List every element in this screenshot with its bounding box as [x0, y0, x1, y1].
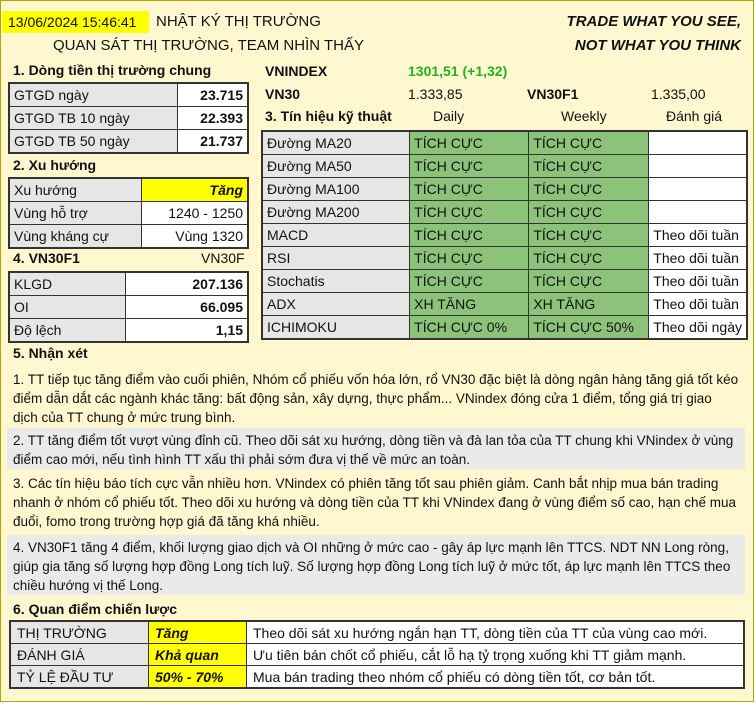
row-value: 1240 - 1250 [141, 202, 248, 225]
signal-row [262, 270, 747, 293]
signals-table [261, 130, 748, 340]
trend-value: Tăng [141, 178, 248, 202]
signal-row [262, 155, 747, 178]
row-label: GTGD TB 50 ngày [9, 130, 178, 154]
signal-name: MACD [262, 224, 410, 247]
slogan-line-1: TRADE WHAT YOU SEE, [566, 13, 741, 30]
signal-eval: Theo dõi tuần [649, 224, 747, 247]
signal-row [262, 201, 747, 224]
row-label: Vùng kháng cự [9, 225, 141, 249]
signal-daily: TÍCH CỰC 0% [410, 316, 529, 340]
slogan-line-2: NOT WHAT YOU THINK [574, 37, 741, 54]
section-4-title: 4. VN30F1 [13, 250, 80, 266]
signal-daily: XH TĂNG [410, 293, 529, 316]
report-title: NHẬT KÝ THỊ TRƯỜNG [156, 13, 321, 30]
signal-eval: Theo dõi tuần [649, 293, 747, 316]
comment-3: 3. Các tín hiệu báo tích cực vẫn nhiều hơn. VNindex có phiên tăng tốt sau phiên giảm. Canh bắt nhịp mua bán trading nhanh ở nhóm cổ phiếu tốt. Theo dõi xu hướng và dòng tiền của TT khi VNindex đang ở vùng điểm số cao, hạn chế mua đuổi, fomo trong trường hợp giá đã tăng khá nhiều. [13, 476, 737, 529]
signal-eval [649, 201, 747, 224]
signal-eval: Theo dõi ngày [649, 316, 747, 340]
table-row [9, 107, 248, 130]
signal-eval [649, 131, 747, 155]
signal-row [262, 316, 747, 340]
row-value: 22.393 [178, 107, 248, 130]
comment-4: 4. VN30F1 tăng 4 điểm, khối lượng giao dịch và OI những ở mức cao - gây áp lực mạnh lên TTCS. NDT NN Long ròng, giúp gia tăng số lượng hợp đồng Long tích luỹ. Số lượng hợp đồng Long tích luỹ ở mức tốt, áp lực mạnh lên TTCS theo chiều hướng vị thế Long. [7, 535, 745, 595]
signal-eval [649, 178, 747, 201]
futures-code: VN30F [201, 250, 245, 266]
vnindex-value: 1301,51 (+1,32) [408, 63, 508, 79]
col-eval: Đánh giá [666, 108, 723, 124]
vnindex-label: VNINDEX [265, 63, 328, 79]
table-row [9, 130, 248, 154]
signal-name: Đường MA200 [262, 201, 410, 224]
signal-daily: TÍCH CỰC [410, 178, 529, 201]
signal-weekly: TÍCH CỰC [529, 224, 649, 247]
row-label: Vùng hỗ trợ [9, 202, 141, 225]
row-value: Vùng 1320 [141, 225, 248, 249]
vn30-value: 1.333,85 [408, 86, 463, 102]
signal-daily: TÍCH CỰC [410, 155, 529, 178]
signal-name: Đường MA100 [262, 178, 410, 201]
signal-eval: Theo dõi tuần [649, 270, 747, 293]
strategy-key: TỶ LỆ ĐẦU TƯ [10, 666, 149, 689]
signal-name: RSI [262, 247, 410, 270]
row-label: Xu hướng [9, 178, 141, 202]
row-label: KLGD [9, 272, 125, 296]
signal-eval [649, 155, 747, 178]
signal-daily: TÍCH CỰC [410, 270, 529, 293]
table-row [9, 225, 248, 249]
vn30f1-value: 1.335,00 [651, 86, 706, 102]
row-value: 21.737 [178, 130, 248, 154]
signal-weekly: TÍCH CỰC [529, 155, 649, 178]
signal-eval: Theo dõi tuần [649, 247, 747, 270]
row-value: 23.715 [178, 83, 248, 107]
strategy-table [9, 620, 745, 689]
signal-row [262, 293, 747, 316]
signal-row [262, 224, 747, 247]
strategy-key: THỊ TRƯỜNG [10, 621, 149, 644]
strategy-desc: Mua bán trading theo nhóm cổ phiếu có dòng tiền tốt, cơ bản tốt. [247, 666, 745, 689]
signal-name: Đường MA50 [262, 155, 410, 178]
col-daily: Daily [433, 108, 465, 124]
table-row [9, 83, 248, 107]
col-weekly: Weekly [561, 108, 607, 124]
section-6-title: 6. Quan điểm chiến lược [13, 601, 178, 617]
signal-daily: TÍCH CỰC [410, 201, 529, 224]
table-row [9, 319, 248, 343]
signal-row [262, 247, 747, 270]
section-1-title: 1. Dòng tiền thị trường chung [13, 62, 212, 78]
signal-name: Đường MA20 [262, 131, 410, 155]
signal-row [262, 178, 747, 201]
section-5-title: 5. Nhận xét [13, 345, 88, 361]
signal-daily: TÍCH CỰC [410, 247, 529, 270]
strategy-desc: Ưu tiên bán chốt cổ phiếu, cắt lỗ hạ tỷ trọng xuống khi TT giảm mạnh. [247, 644, 745, 666]
signal-row [262, 131, 747, 155]
row-label: Độ lệch [9, 319, 125, 343]
comment-2: 2. TT tăng điểm tốt vượt vùng đỉnh cũ. Theo dõi sát xu hướng, dòng tiền và đà lan tỏa của TT chung khi VNindex ở vùng điểm cao mới, nếu tình hình TT xấu thì phải sớm đưa vị thế về mức an toàn. [7, 428, 745, 469]
signal-weekly: TÍCH CỰC [529, 270, 649, 293]
vn30-label: VN30 [265, 86, 301, 102]
report-subtitle: QUAN SÁT THỊ TRƯỜNG, TEAM NHÌN THẤY [53, 37, 364, 54]
strategy-value: 50% - 70% [149, 666, 247, 689]
row-label: OI [9, 296, 125, 319]
section-2-title: 2. Xu hướng [13, 157, 97, 173]
signal-daily: TÍCH CỰC [410, 224, 529, 247]
signal-weekly: TÍCH CỰC [529, 201, 649, 224]
table-row [10, 644, 744, 666]
cashflow-table [8, 82, 249, 154]
table-row [10, 666, 744, 689]
table-row [9, 272, 248, 296]
strategy-key: ĐÁNH GIÁ [10, 644, 149, 666]
table-row [9, 202, 248, 225]
signal-weekly: TÍCH CỰC [529, 178, 649, 201]
strategy-value: Tăng [149, 621, 247, 644]
row-value: 1,15 [125, 319, 248, 343]
signal-name: ADX [262, 293, 410, 316]
table-row [9, 296, 248, 319]
trend-table [8, 177, 249, 249]
row-label: GTGD TB 10 ngày [9, 107, 178, 130]
signal-name: ICHIMOKU [262, 316, 410, 340]
strategy-desc: Theo dõi sát xu hướng ngắn hạn TT, dòng tiền của TT của vùng cao mới. [247, 621, 745, 644]
vn30f1-label: VN30F1 [527, 86, 579, 102]
signal-weekly: TÍCH CỰC [529, 131, 649, 155]
report-datetime: 13/06/2024 15:46:41 [2, 11, 149, 33]
row-label: GTGD ngày [9, 83, 178, 107]
table-row [10, 621, 744, 644]
section-3-title: 3. Tín hiệu kỹ thuật [265, 108, 392, 124]
row-value: 207.136 [125, 272, 248, 296]
signal-weekly: TÍCH CỰC [529, 247, 649, 270]
strategy-value: Khả quan [149, 644, 247, 666]
table-row [9, 178, 248, 202]
signal-name: Stochatis [262, 270, 410, 293]
signal-weekly: XH TĂNG [529, 293, 649, 316]
signal-weekly: TÍCH CỰC 50% [529, 316, 649, 340]
signal-daily: TÍCH CỰC [410, 131, 529, 155]
comment-1: 1. TT tiếp tục tăng điểm vào cuối phiên, Nhóm cổ phiếu vốn hóa lớn, rổ VN30 đặc biệt là dòng ngân hàng tăng giá tốt kéo điểm dẫn dắt các ngành khác tăng: bất động sản, xây dựng, thực phẩm... VNindex đóng cửa 1 điểm, tổng giá trị giao dịch của TT chung ở mức trung bình. [13, 372, 739, 425]
row-value: 66.095 [125, 296, 248, 319]
futures-table [8, 271, 249, 343]
